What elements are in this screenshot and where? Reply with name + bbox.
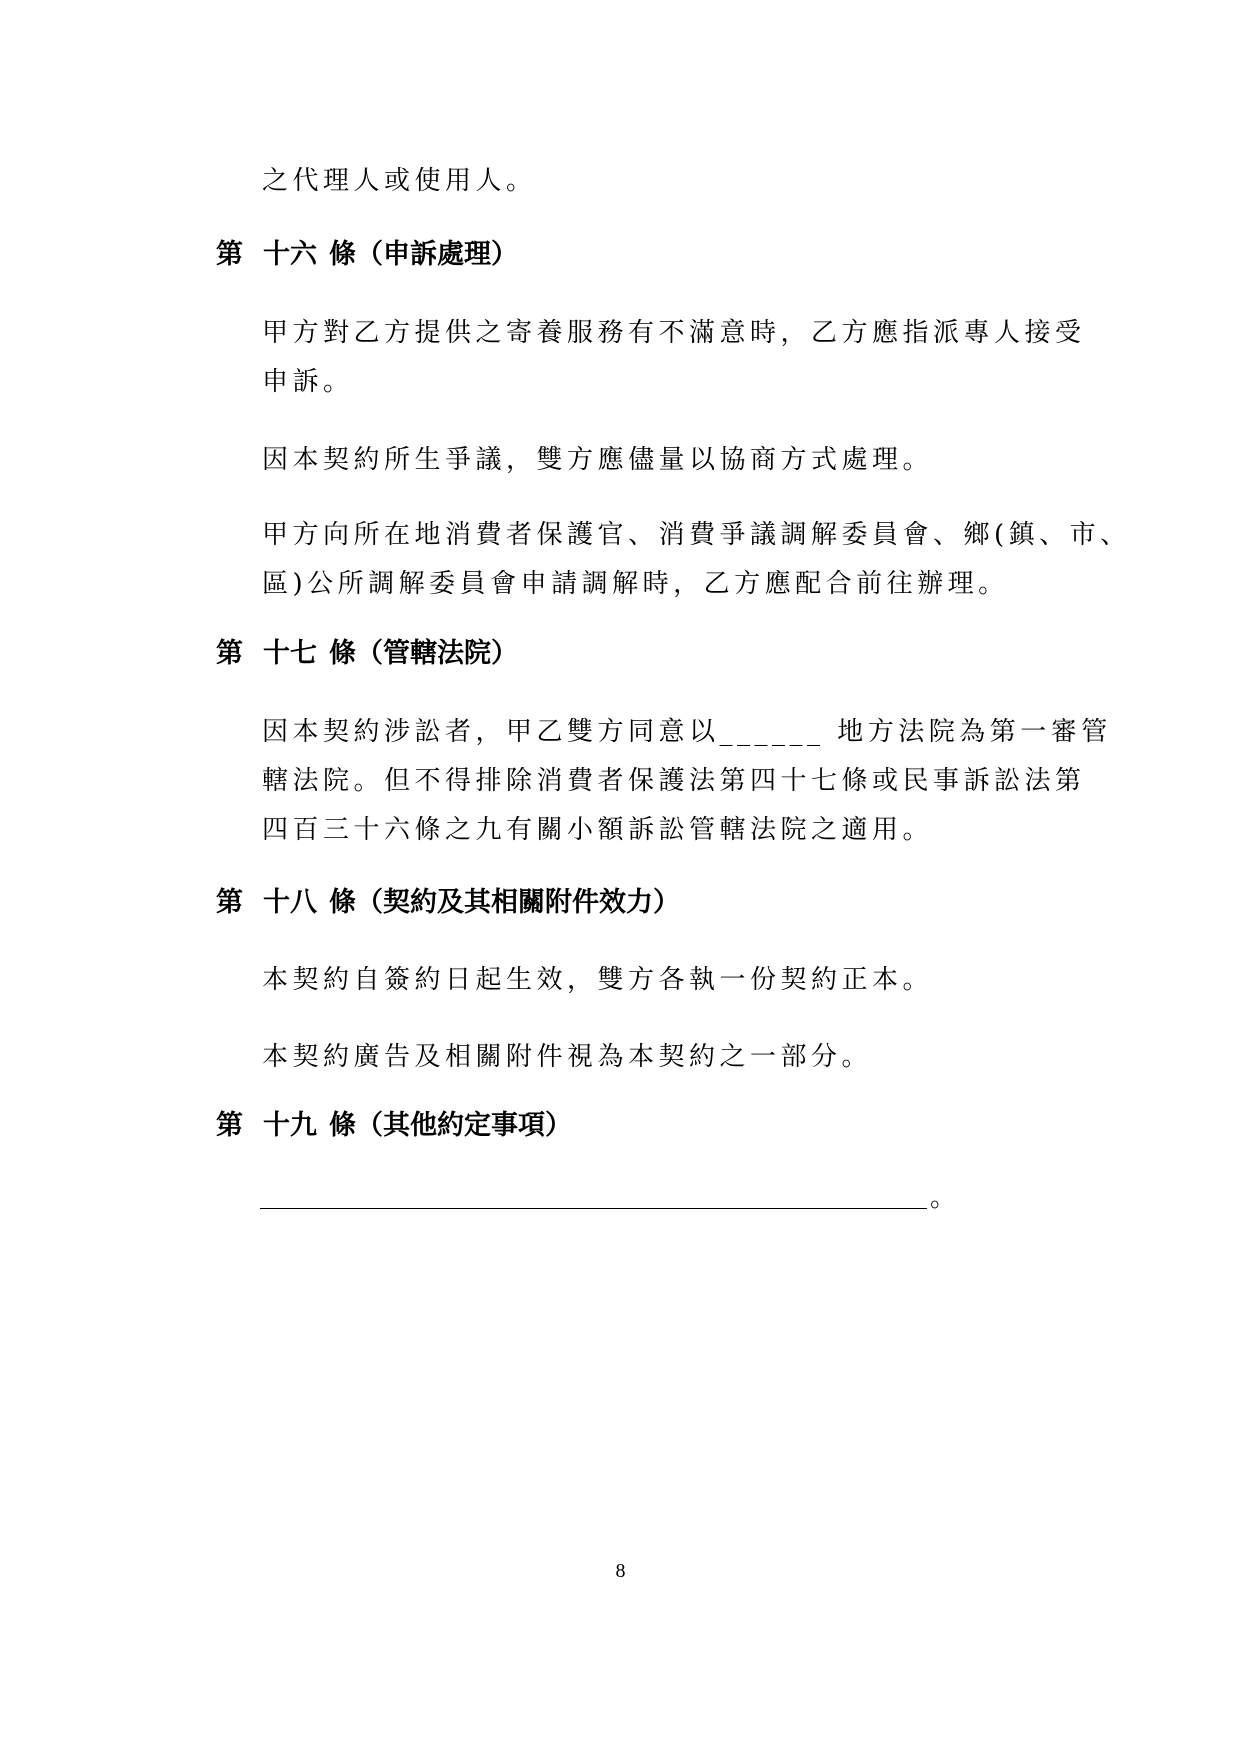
article-17-number: 十七 (263, 638, 317, 669)
fill-in-blank-line (260, 1208, 927, 1209)
article-17-heading (216, 634, 518, 674)
article-16-para3-line2: 區)公所調解委員會申請調解時，乙方應配合前往辦理。 (262, 569, 1009, 599)
article-16-number: 十六 (263, 239, 317, 270)
article-16-para1-line1: 甲方對乙方提供之寄養服務有不滿意時，乙方應指派專人接受 (262, 318, 1086, 348)
article-18-para2: 本契約廣告及相關附件視為本契約之一部分。 (262, 1042, 873, 1072)
article-16-title: 條（申訴處理） (329, 239, 518, 270)
article-17-title: 條（管轄法院） (329, 638, 518, 669)
article-19-prefix: 第 (216, 1110, 243, 1141)
article-17-para1-line1: 因本契約涉訟者，甲乙雙方同意以______ 地方法院為第一審管 (262, 717, 1112, 747)
article-17-prefix: 第 (216, 638, 243, 669)
continuation-text: 之代理人或使用人。 (262, 166, 537, 196)
end-period: 。 (930, 1183, 957, 1213)
article-17-para1-line2: 轄法院。但不得排除消費者保護法第四十七條或民事訴訟法第 (262, 766, 1086, 796)
article-16-prefix: 第 (216, 239, 243, 270)
article-16-para1-line2: 申訴。 (262, 367, 354, 397)
article-17-para1-line3: 四百三十六條之九有關小額訴訟管轄法院之適用。 (262, 815, 934, 845)
page-number: 8 (615, 1560, 626, 1582)
article-18-heading (216, 883, 680, 923)
article-19-number: 十九 (263, 1110, 317, 1141)
article-19-heading (216, 1106, 572, 1146)
article-18-para1: 本契約自簽約日起生效，雙方各執一份契約正本。 (262, 965, 934, 995)
article-18-prefix: 第 (216, 887, 243, 918)
article-19-title: 條（其他約定事項） (329, 1110, 572, 1141)
article-16-para3-line1: 甲方向所在地消費者保護官、消費爭議調解委員會、鄉(鎮、市、 (262, 520, 1131, 550)
article-16-heading (216, 235, 518, 275)
article-18-title: 條（契約及其相關附件效力） (329, 887, 680, 918)
article-18-number: 十八 (263, 887, 317, 918)
article-16-para2: 因本契約所生爭議，雙方應儘量以協商方式處理。 (262, 445, 934, 475)
